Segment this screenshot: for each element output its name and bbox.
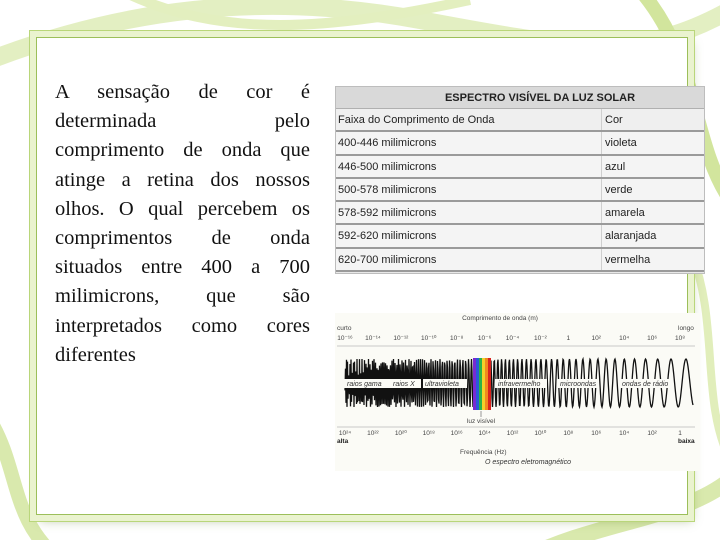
tick-label: 10¹² [506, 430, 519, 437]
tick-label: 10⁸ [563, 430, 574, 437]
band-microwave: microondas [560, 381, 597, 388]
band-xray: raios X [393, 381, 415, 388]
visible-light-label: luz visível [466, 418, 496, 425]
tick-label: 10⁻² [534, 335, 547, 342]
header-color: Cor [605, 114, 623, 126]
row-color: alaranjada [605, 230, 657, 243]
visible-light-strip [473, 358, 491, 410]
tick-label: 10⁻⁶ [477, 335, 492, 342]
tick-label: 10⁻⁴ [505, 335, 520, 342]
electromagnetic-spectrum-diagram [335, 313, 700, 471]
diagram-caption: O espectro eletromagnético [485, 459, 571, 466]
label-low: baixa [678, 438, 695, 445]
row-color: azul [605, 160, 626, 173]
tick-label: 10² [591, 335, 601, 342]
tick-label: 10¹⁸ [422, 430, 435, 437]
table-row [336, 202, 704, 225]
row-color: vermelha [605, 253, 651, 266]
table-header-row [336, 109, 704, 132]
tick-label: 10²⁴ [338, 430, 352, 437]
header-range: Faixa do Comprimento de Onda [336, 109, 602, 130]
label-long: longo [678, 325, 694, 332]
tick-label: 10⁻¹⁴ [365, 335, 381, 342]
row-range: 592-620 milimicrons [336, 225, 602, 246]
table-row [336, 249, 704, 272]
table-row [336, 132, 704, 155]
table-row [336, 179, 704, 202]
tick-label: 10⁻⁸ [449, 335, 464, 342]
tick-label: 10⁴ [619, 335, 630, 342]
label-high: alta [337, 438, 349, 445]
top-axis-title: Comprimento de onda (m) [462, 315, 538, 322]
tick-label: 10¹⁰ [534, 430, 547, 437]
tick-label: 1 [566, 335, 571, 342]
row-range: 620-700 milimicrons [336, 249, 602, 270]
tick-label: 10⁻¹² [393, 335, 409, 342]
band-infrared: infravermelho [498, 381, 541, 388]
table-title: ESPECTRO VISÍVEL DA LUZ SOLAR [336, 87, 704, 109]
tick-label: 10¹⁴ [478, 430, 491, 437]
row-color: verde [605, 183, 633, 196]
tick-label: 10²² [367, 430, 379, 437]
row-range: 400-446 milimicrons [336, 132, 602, 153]
table-row [336, 156, 704, 179]
row-color: violeta [605, 137, 637, 150]
band-uv: ultravioleta [425, 381, 459, 388]
tick-label: 10⁸ [675, 335, 685, 342]
bottom-axis-title: Frequência (Hz) [460, 449, 507, 456]
tick-label: 10⁻¹⁶ [337, 335, 353, 342]
tick-label: 1 [678, 430, 682, 437]
band-gamma: raios gama [347, 381, 382, 388]
band-radio: ondas de rádio [622, 381, 669, 388]
tick-label: 10⁶ [591, 430, 602, 437]
spectrum-table [335, 86, 705, 274]
table-row [336, 225, 704, 248]
row-range: 500-578 milimicrons [336, 179, 602, 200]
tick-label: 10² [647, 430, 657, 437]
tick-label: 10²⁰ [394, 430, 407, 437]
band-labels [343, 379, 672, 388]
row-range: 578-592 milimicrons [336, 202, 602, 223]
tick-label: 10⁻¹⁰ [421, 335, 437, 342]
tick-label: 10⁶ [647, 335, 658, 342]
body-paragraph: A sensação de cor é determinada pelo comprimento de onda que atinge a retina dos nossos olhos. O qual percebem os comprimentos de onda situados entre 400 a 700 milimicrons, que são interpretados como cores diferentes [55, 81, 310, 366]
label-short: curto [337, 325, 352, 332]
tick-label: 10¹⁶ [450, 430, 463, 437]
row-color: amarela [605, 207, 645, 220]
row-range: 446-500 milimicrons [336, 156, 602, 177]
tick-label: 10⁴ [619, 430, 630, 437]
